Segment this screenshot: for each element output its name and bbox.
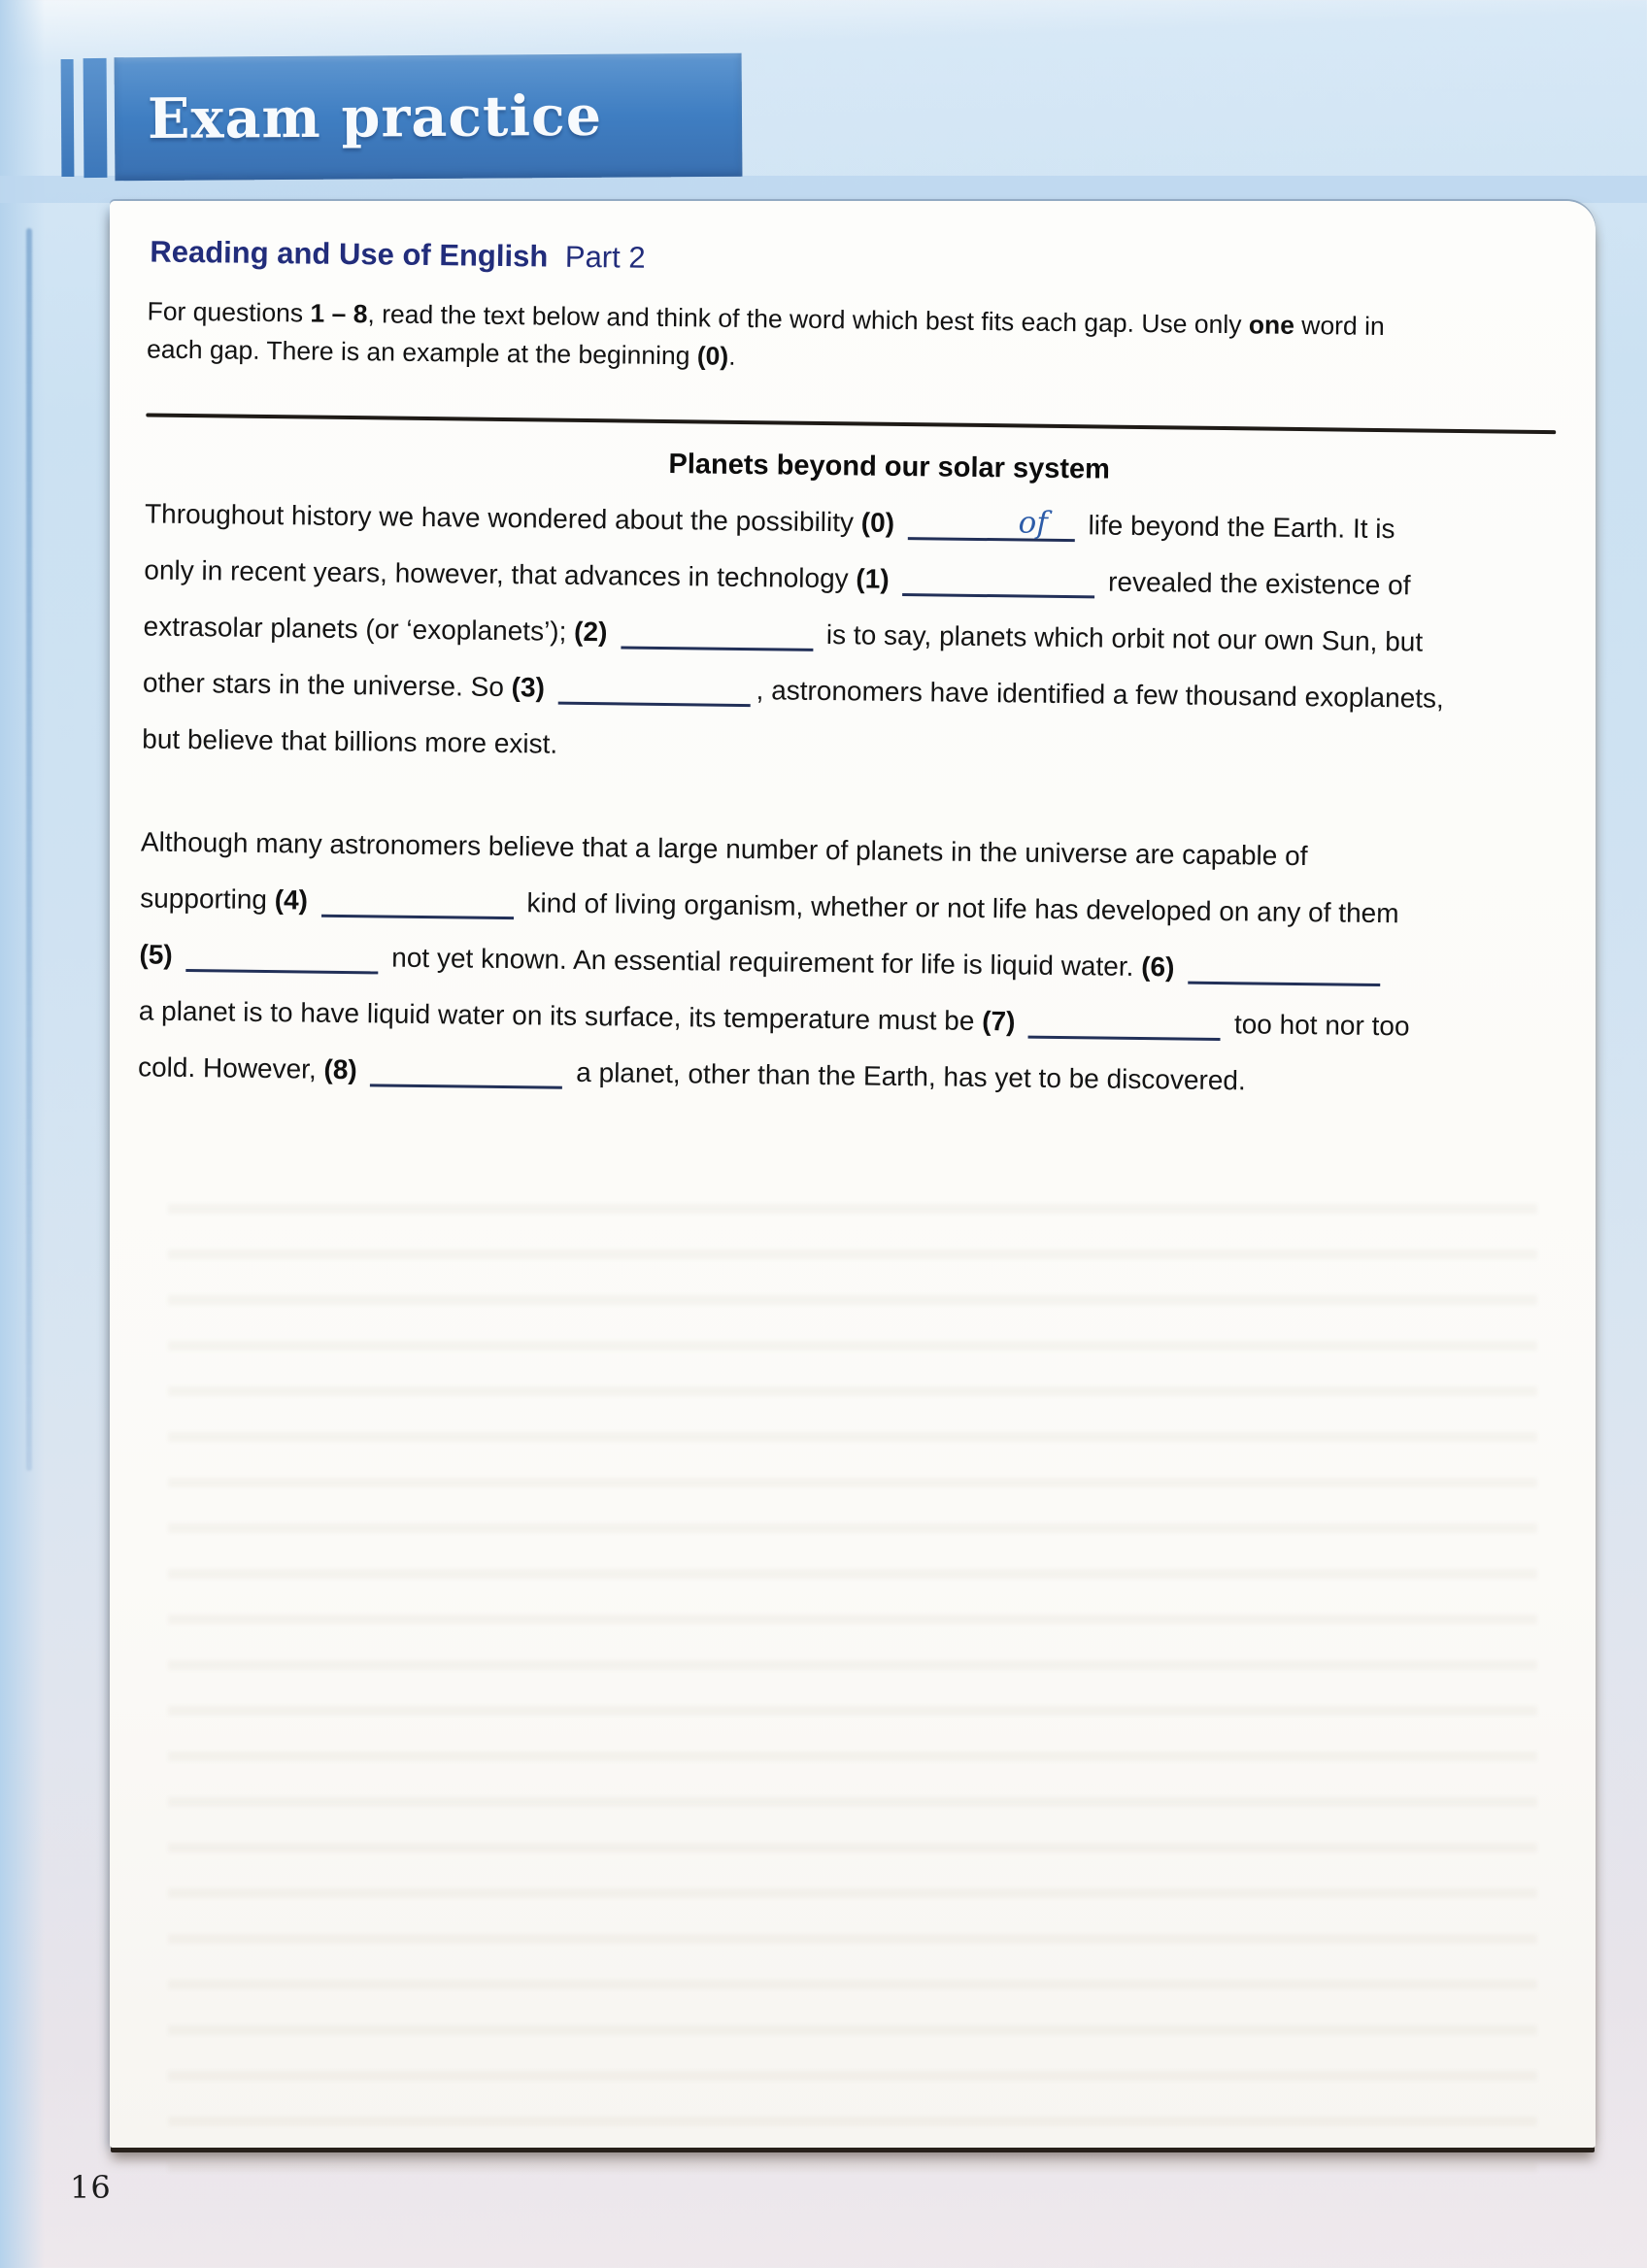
gap-number-4: (4): [274, 884, 316, 916]
gap-number-7: (7): [981, 1006, 1024, 1037]
text-segment: extrasolar planets (or ‘exoplanets’);: [143, 611, 575, 647]
gap-8: [370, 1049, 562, 1088]
gap-3: [557, 667, 750, 707]
page-show-through: [168, 1172, 1537, 2172]
gap-7: [1028, 1001, 1221, 1041]
gap-fill-0: of: [1018, 505, 1049, 541]
passage-paragraph-1: [142, 485, 1632, 785]
gap-number-6: (6): [1140, 951, 1183, 983]
bold-text: one: [1248, 310, 1295, 340]
text-segment: supporting: [140, 883, 275, 916]
gap-1: [902, 558, 1094, 598]
text-segment: not yet known. An essential requirement for life is liquid water.: [384, 942, 1142, 983]
gap-number-2: (2): [573, 616, 616, 648]
section-heading-part: Part 2: [564, 239, 646, 275]
passage: [138, 485, 1633, 1114]
gap-number-5: (5): [139, 939, 181, 970]
text-segment: , read the text below and think of the word which best fits each gap. Use only: [367, 299, 1249, 340]
gap-number-1: (1): [856, 563, 897, 594]
section-heading-main: Reading and Use of English: [150, 234, 549, 274]
worksheet-content: [99, 201, 1647, 1115]
text-segment: a planet, other than the Earth, has yet to be discovered.: [568, 1056, 1246, 1096]
text-segment: kind of living organism, whether or not life has developed on any of them: [519, 887, 1399, 929]
text-segment: cold. However,: [137, 1051, 324, 1084]
text-segment: word in: [1294, 310, 1385, 342]
gap-number-3: (3): [511, 672, 553, 703]
divider-rule: [146, 413, 1556, 434]
text-segment: other stars in the universe. So: [142, 667, 512, 703]
banner-stripe: [61, 59, 75, 177]
text-segment: only in recent years, however, that advances in technology: [144, 554, 857, 594]
gap-number-0: (0): [860, 507, 902, 538]
exercise-title: Planets beyond our solar system: [668, 449, 1111, 485]
banner-stripe: [84, 58, 108, 178]
text-segment: .: [728, 341, 736, 371]
text-segment: is to say, planets which orbit not our own Sun, but: [818, 618, 1424, 657]
text-segment: For questions: [147, 296, 311, 328]
text-segment: revealed the existence of: [1100, 566, 1411, 601]
text-segment: each gap. There is an example at the beginning: [146, 334, 697, 371]
gap-4: [321, 880, 514, 919]
gap-5: [185, 934, 378, 974]
text-segment: life beyond the Earth. It is: [1080, 510, 1395, 545]
text-segment: , astronomers have identified a few thousand exoplanets,: [756, 675, 1445, 714]
page-edge-shadow: [26, 228, 32, 1471]
text-segment: Although many astronomers believe that a large number of planets in the universe are capable of: [140, 826, 1308, 872]
gap-0: [908, 502, 1075, 542]
page-number: 16: [70, 2169, 112, 2206]
gap-number-8: (8): [323, 1053, 365, 1085]
text-segment: a planet is to have liquid water on its surface, its temperature must be: [138, 995, 983, 1037]
instructions: [147, 292, 1635, 386]
section-heading: [150, 235, 1635, 288]
text-segment: too hot nor too: [1226, 1009, 1410, 1042]
banner-title: Exam practice: [147, 83, 603, 152]
page-left-margin: [0, 0, 45, 2268]
bold-text: (0): [696, 341, 729, 371]
exam-practice-banner: [115, 53, 743, 182]
text-segment: Throughout history we have wondered about the possibility: [144, 498, 861, 538]
passage-paragraph-2: [138, 814, 1629, 1114]
bold-text: 1 – 8: [310, 298, 368, 329]
gap-2: [621, 611, 813, 650]
worksheet-card: [110, 201, 1596, 2148]
text-segment: but believe that billions more exist.: [142, 723, 558, 759]
gap-6: [1188, 947, 1380, 986]
